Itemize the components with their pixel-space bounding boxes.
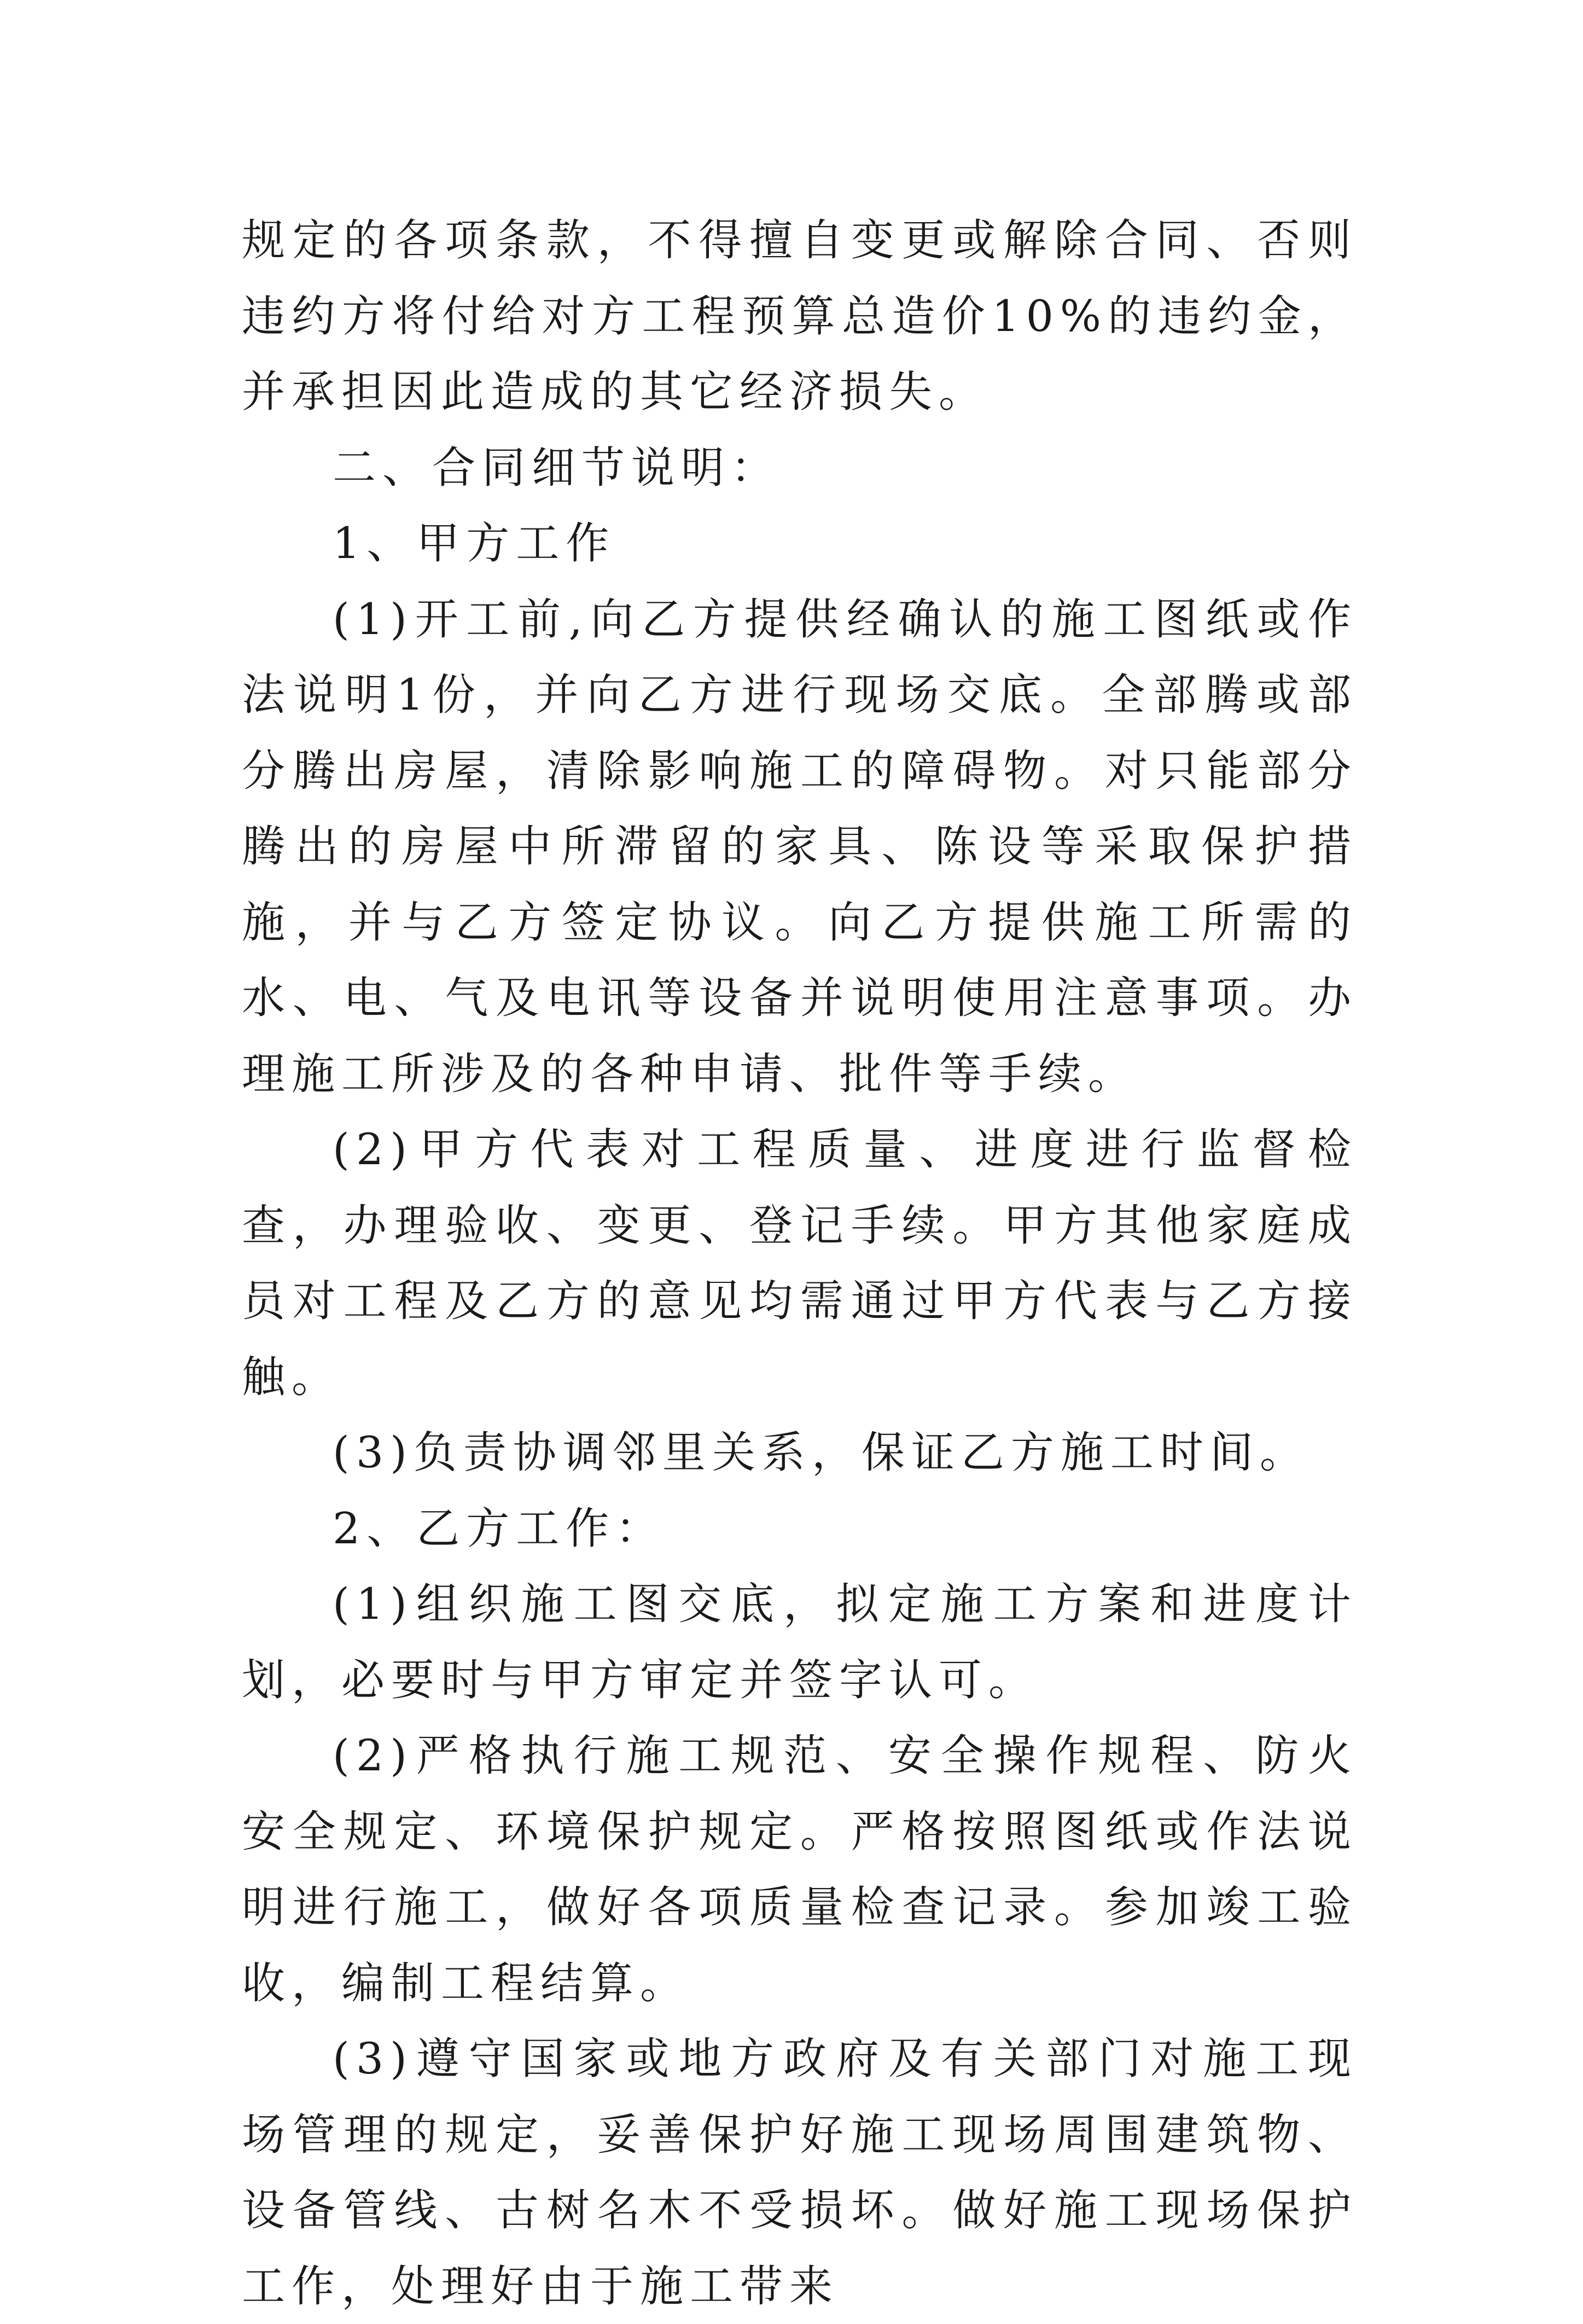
document-body [242, 202, 1358, 2324]
subheading-party-a-work: 1、甲方工作 [333, 518, 616, 568]
subheading-party-b-work: 2、乙方工作： [333, 1503, 666, 1554]
paragraph-penalty-clause: 规定的各项条款，不得擅自变更或解除合同、否则违约方将付给对方工程预算总造价10%的违约金，并承担因此造成的其它经济损失。 [242, 215, 1358, 417]
paragraph-party-a-item-1: (1)开工前,向乙方提供经确认的施工图纸或作法说明1份，并向乙方进行现场交底。全部腾或部分腾出房屋，清除影响施工的障碍物。对只能部分腾出的房屋中所滞留的家具、陈设等采取保护措施，并与乙方签定协议。向乙方提供施工所需的水、电、气及电讯等设备并说明使用注意事项。办理施工所涉及的各种申请、批件等手续。 [242, 594, 1358, 1099]
paragraph-party-a-item-3: (3)负责协调邻里关系，保证乙方施工时间。 [333, 1427, 1310, 1478]
paragraph-party-b-item-1: (1)组织施工图交底，拟定施工方案和进度计划，必要时与甲方审定并签字认可。 [242, 1579, 1358, 1705]
paragraph-party-b-item-2: (2)严格执行施工规范、安全操作规程、防火安全规定、环境保护规定。严格按照图纸或作法说明进行施工，做好各项质量检查记录。参加竣工验收，编制工程结算。 [242, 1730, 1358, 2008]
paragraph-party-b-item-3: (3)遵守国家或地方政府及有关部门对施工现场管理的规定，妥善保护好施工现场周围建筑物、设备管线、古树名木不受损坏。做好施工现场保护工作，处理好由于施工带来 [242, 2034, 1358, 2311]
paragraph-party-a-item-2: (2)甲方代表对工程质量、进度进行监督检查，办理验收、变更、登记手续。甲方其他家庭成员对工程及乙方的意见均需通过甲方代表与乙方接触。 [242, 1124, 1358, 1402]
section-heading-contract-details: 二、合同细节说明： [333, 442, 781, 493]
